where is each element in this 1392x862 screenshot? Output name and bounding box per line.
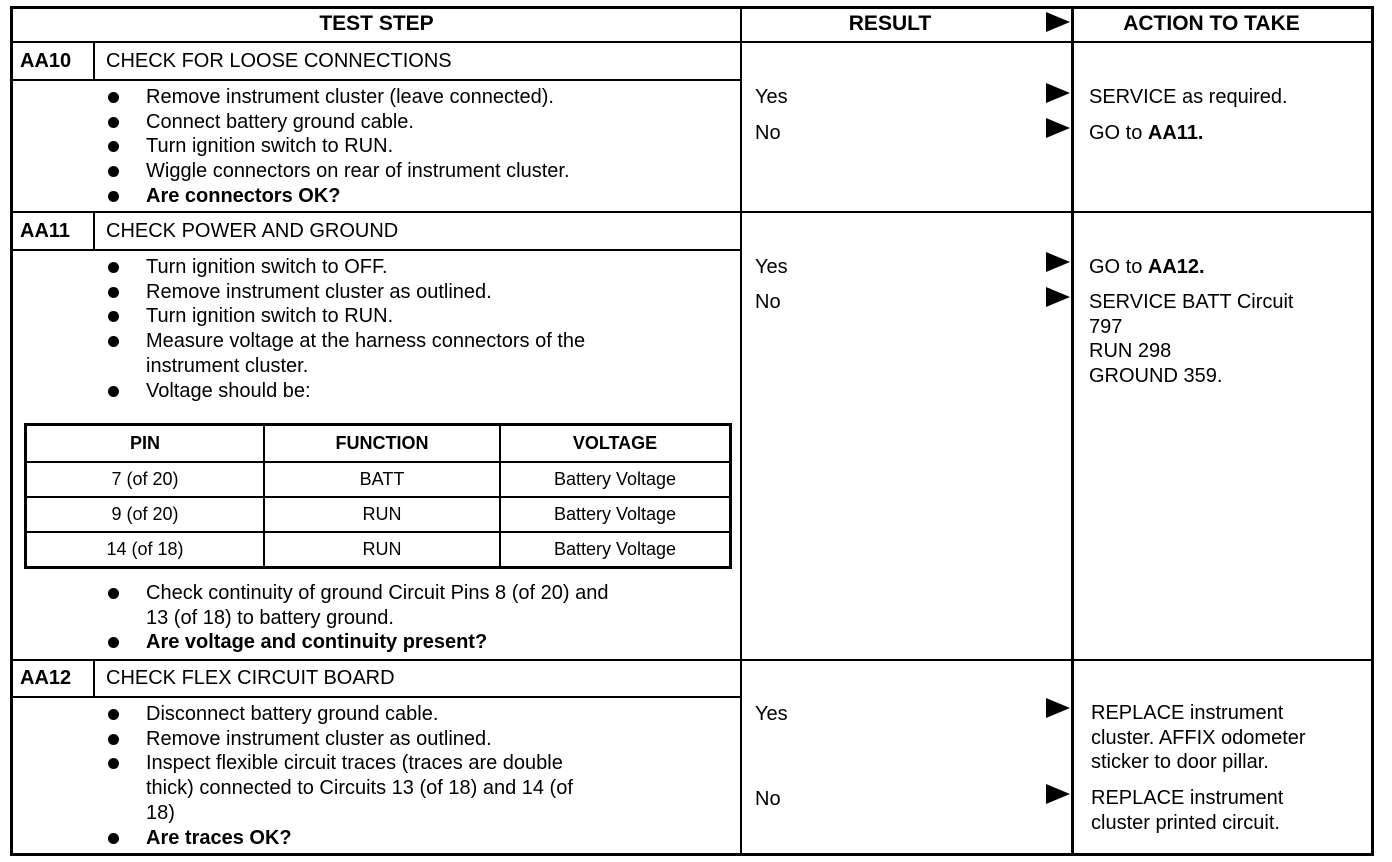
table-header-row	[26, 425, 731, 463]
action-line: GROUND 359.	[1089, 364, 1223, 387]
bullet-item: Voltage should be:	[108, 379, 585, 404]
action-text: SERVICE as required.	[1089, 86, 1288, 108]
table-cell: RUN	[264, 497, 500, 532]
step-title-underline	[10, 696, 740, 698]
action-line: REPLACE instrument	[1091, 787, 1284, 809]
bullet-question: Are connectors OK?	[108, 184, 570, 209]
table-cell: 9 (of 20)	[26, 497, 265, 532]
table-cell: BATT	[264, 462, 500, 497]
frame-bottom	[10, 853, 1374, 856]
step-title: CHECK POWER AND GROUND	[106, 220, 399, 242]
header-bottom-line	[10, 41, 1374, 43]
table-cell: Battery Voltage	[500, 462, 731, 497]
result-yes: Yes	[755, 703, 788, 725]
col-sep-result	[740, 6, 742, 856]
table-cell: Battery Voltage	[500, 532, 731, 568]
bullet-item: Remove instrument cluster as outlined.	[108, 280, 585, 305]
bullet-line: 13 (of 18) to battery ground.	[146, 606, 394, 629]
action-line: cluster printed circuit.	[1091, 811, 1280, 834]
step-id-divider	[93, 43, 95, 80]
action-text	[1091, 786, 1283, 835]
step-title-underline	[10, 79, 740, 81]
header-arrow-icon	[1046, 12, 1070, 32]
action-line: REPLACE instrument	[1091, 702, 1284, 724]
action-step-ref: AA12.	[1147, 256, 1205, 278]
result-arrow-icon	[1046, 698, 1070, 718]
result-no: No	[755, 122, 781, 144]
bullet-item	[108, 329, 585, 378]
step-title: CHECK FOR LOOSE CONNECTIONS	[106, 50, 452, 72]
bullet-line: Measure voltage at the harness connectors of the	[146, 330, 586, 353]
bullet-item: Remove instrument cluster (leave connected).	[108, 85, 570, 110]
action-prefix: GO to	[1089, 256, 1148, 278]
result-no: No	[755, 788, 781, 810]
bullet-item	[108, 751, 573, 825]
table-cell: 7 (of 20)	[26, 462, 265, 497]
result-yes: Yes	[755, 256, 788, 278]
step-title-underline	[10, 249, 740, 251]
step-separator	[10, 211, 1374, 213]
action-line: SERVICE BATT Circuit	[1089, 291, 1294, 313]
action-step-ref: AA11.	[1147, 122, 1204, 144]
step-bullets	[108, 702, 573, 850]
step-bullets-continued	[108, 581, 608, 655]
bullet-question: Are voltage and continuity present?	[108, 630, 608, 655]
action-text	[1089, 290, 1294, 388]
step-id: AA10	[20, 50, 72, 72]
voltage-table	[24, 423, 732, 569]
step-bullets	[108, 255, 585, 403]
action-text	[1091, 701, 1306, 775]
bullet-line: Check continuity of ground Circuit Pins 8 (of 20) and	[146, 582, 609, 604]
bullet-line: instrument cluster.	[146, 354, 309, 377]
col-sep-action	[1071, 6, 1074, 856]
table-header-voltage: VOLTAGE	[500, 425, 731, 463]
bullet-line: 18)	[146, 801, 175, 824]
result-arrow-icon	[1046, 118, 1070, 138]
header-action: ACTION TO TAKE	[1123, 12, 1300, 35]
bullet-item: Wiggle connectors on rear of instrument cluster.	[108, 159, 570, 184]
table-row	[26, 462, 731, 497]
step-bullets	[108, 85, 570, 209]
bullet-item: Disconnect battery ground cable.	[108, 702, 573, 727]
action-line: 797	[1089, 315, 1123, 338]
step-id-divider	[93, 213, 95, 250]
bullet-line: thick) connected to Circuits 13 (of 18) and 14 (of	[146, 777, 573, 800]
action-line: RUN 298	[1089, 340, 1172, 362]
step-title: CHECK FLEX CIRCUIT BOARD	[106, 667, 395, 689]
result-yes: Yes	[755, 86, 788, 108]
table-row	[26, 497, 731, 532]
step-id: AA12	[20, 667, 72, 689]
bullet-item: Turn ignition switch to RUN.	[108, 134, 570, 159]
action-line: cluster. AFFIX odometer	[1091, 726, 1306, 749]
frame-left	[10, 6, 13, 856]
bullet-item: Connect battery ground cable.	[108, 110, 570, 135]
step-separator	[10, 659, 1374, 661]
result-no: No	[755, 291, 781, 313]
result-arrow-icon	[1046, 784, 1070, 804]
result-arrow-icon	[1046, 83, 1070, 103]
result-arrow-icon	[1046, 287, 1070, 307]
bullet-item: Turn ignition switch to RUN.	[108, 304, 585, 329]
bullet-line: Inspect flexible circuit traces (traces are double	[146, 752, 563, 775]
table-cell: 14 (of 18)	[26, 532, 265, 568]
action-text	[1089, 255, 1205, 280]
bullet-question: Are traces OK?	[108, 826, 573, 851]
result-arrow-icon	[1046, 252, 1070, 272]
header-test-step: TEST STEP	[319, 12, 434, 35]
table-row	[26, 532, 731, 568]
frame-right	[1371, 6, 1374, 856]
frame-top	[10, 6, 1374, 9]
bullet-item	[108, 581, 608, 630]
action-prefix: GO to	[1089, 122, 1148, 144]
table-cell: Battery Voltage	[500, 497, 731, 532]
step-id-divider	[93, 661, 95, 697]
action-line: sticker to door pillar.	[1091, 751, 1269, 773]
table-cell: RUN	[264, 532, 500, 568]
step-id: AA11	[20, 220, 71, 242]
bullet-item: Remove instrument cluster as outlined.	[108, 727, 573, 752]
table-header-pin: PIN	[26, 425, 265, 463]
action-text	[1089, 121, 1204, 146]
table-header-function: FUNCTION	[264, 425, 500, 463]
header-result: RESULT	[848, 12, 932, 35]
bullet-item: Turn ignition switch to OFF.	[108, 255, 585, 280]
